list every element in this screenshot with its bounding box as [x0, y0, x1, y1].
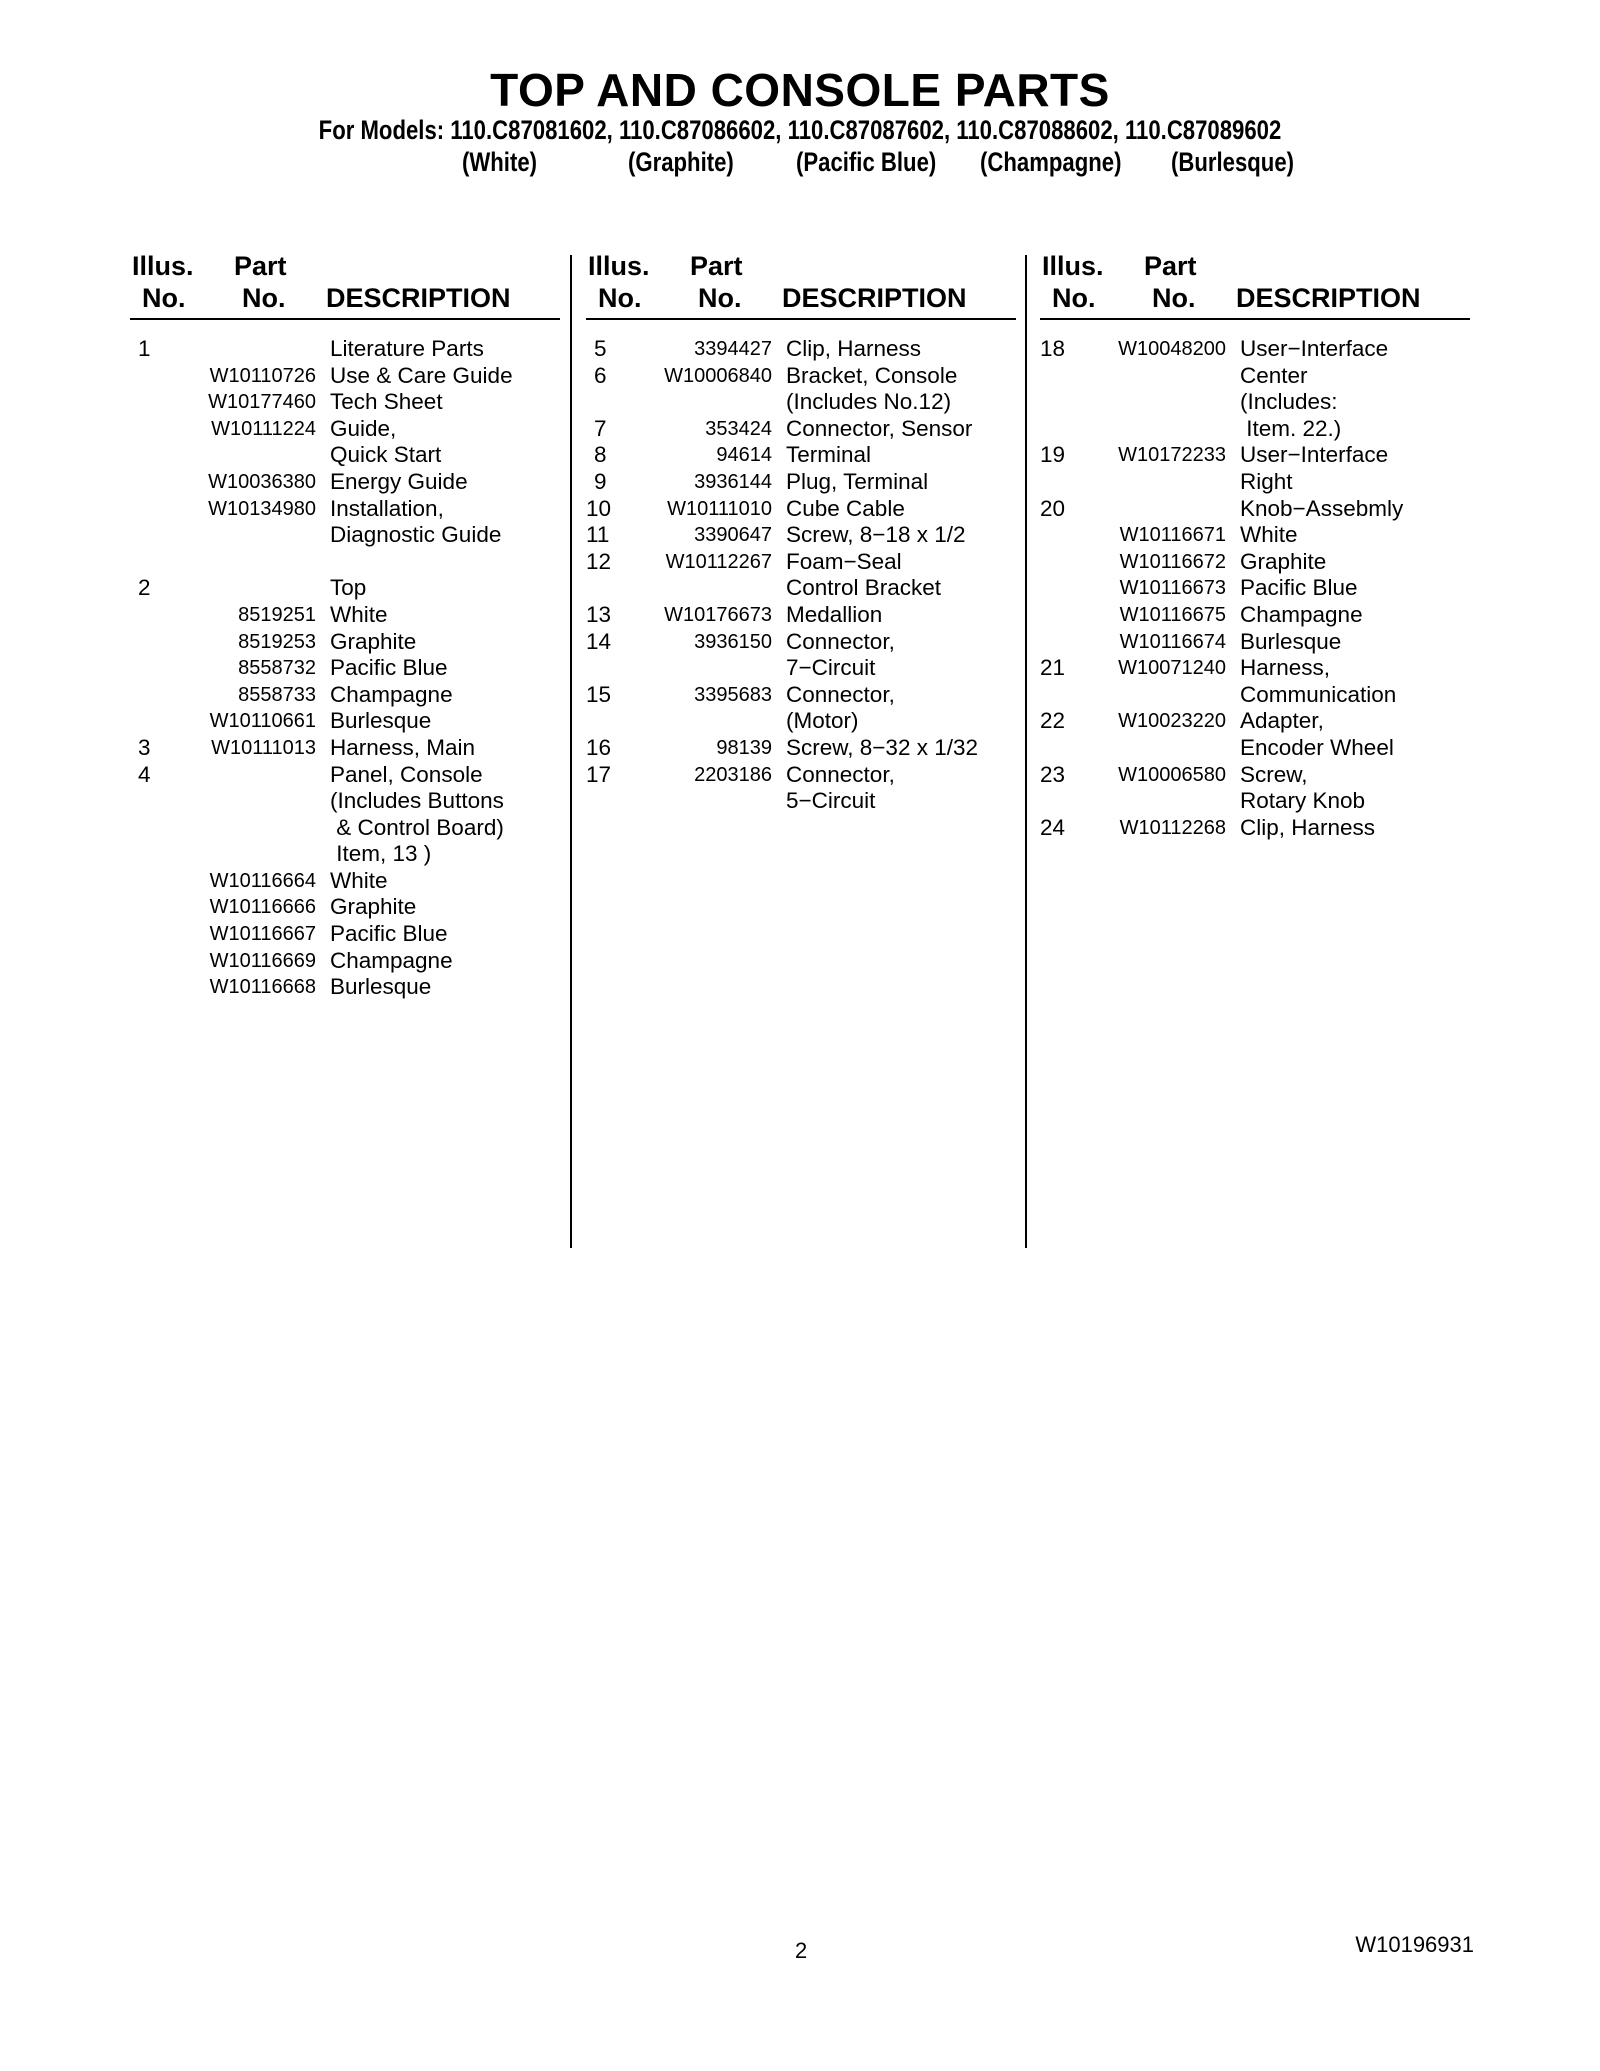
part-number: 3395683 [694, 683, 772, 706]
part-row [130, 575, 562, 602]
part-description: White [330, 601, 388, 627]
part-description: Item, 13 ) [330, 841, 432, 867]
part-row [130, 762, 562, 789]
part-description: Quick Start [330, 442, 442, 468]
model-color-graphite: (Graphite) [628, 147, 734, 177]
illus-number: 16 [586, 734, 612, 760]
parts-column-2 [586, 250, 1018, 1000]
illus-number: 19 [1040, 442, 1066, 468]
part-number: W10110661 [209, 710, 316, 733]
part-row [586, 363, 1018, 390]
illus-number: 2 [138, 575, 151, 601]
part-description: (Includes Buttons [330, 788, 504, 814]
part-row [1040, 815, 1472, 842]
illus-number: 20 [1040, 495, 1066, 521]
part-header-top: Part [690, 251, 743, 281]
illus-number: 5 [594, 336, 607, 361]
part-row [1040, 442, 1472, 469]
part-number: W10048200 [1118, 338, 1226, 360]
part-number: 94614 [716, 444, 772, 467]
part-row [1040, 655, 1472, 682]
part-description: Connector, Sensor [786, 415, 973, 441]
part-description: Plug, Terminal [786, 468, 929, 494]
part-description: Screw, 8−18 x 1/2 [786, 522, 966, 548]
model-color-champagne: (Champagne) [980, 147, 1122, 177]
part-row [130, 469, 562, 496]
part-row [586, 389, 1018, 416]
illus-number: 13 [586, 601, 612, 627]
part-number: W10006580 [1118, 763, 1226, 786]
part-description: Clip, Harness [786, 336, 922, 361]
part-number: 3394427 [694, 338, 772, 360]
illus-header-top: Illus. [588, 251, 650, 281]
part-row [586, 602, 1018, 629]
illus-number: 7 [594, 415, 607, 441]
part-row [1040, 496, 1472, 523]
part-row [586, 416, 1018, 443]
part-row [586, 682, 1018, 709]
part-description: Cube Cable [786, 495, 905, 521]
part-number: W10172233 [1118, 444, 1226, 467]
part-description: Terminal [786, 442, 872, 468]
part-row [586, 735, 1018, 762]
part-number: W10112267 [665, 550, 772, 573]
illus-header-bottom: No. [142, 283, 186, 313]
part-description: Right [1240, 468, 1293, 494]
part-number: W10116668 [209, 976, 316, 999]
illus-number: 15 [586, 681, 612, 707]
part-row [130, 735, 562, 762]
part-number: W10071240 [1118, 657, 1226, 680]
part-row [586, 442, 1018, 469]
part-description: Screw, 8−32 x 1/32 [786, 734, 978, 760]
part-description: Screw, [1240, 761, 1308, 787]
part-description: Graphite [330, 628, 417, 654]
part-row [130, 363, 562, 390]
part-number: W10112268 [1119, 816, 1226, 839]
part-number: W10116675 [1119, 603, 1226, 626]
part-description: Foam−Seal [786, 548, 902, 574]
illus-number: 14 [586, 628, 612, 654]
part-description: Center [1240, 362, 1308, 388]
part-description: Guide, [330, 415, 397, 441]
part-number: W10111224 [211, 417, 316, 440]
part-row [1040, 575, 1472, 602]
part-description: (Includes: [1240, 389, 1338, 415]
illus-number: 21 [1040, 655, 1066, 681]
part-description: Connector, [786, 681, 895, 707]
illus-number: 18 [1040, 336, 1066, 361]
illus-number: 17 [586, 761, 612, 787]
part-description: Use & Care Guide [330, 362, 513, 388]
part-description: 7−Circuit [786, 655, 876, 681]
part-header-top: Part [234, 251, 287, 281]
part-description: Clip, Harness [1240, 814, 1376, 840]
part-number: 8558732 [238, 657, 316, 680]
part-row [1040, 363, 1472, 390]
part-description: Champagne [330, 947, 453, 973]
part-description: Burlesque [1240, 628, 1342, 654]
part-row [130, 629, 562, 656]
part-row [1040, 416, 1472, 443]
part-row [1040, 788, 1472, 815]
part-row [586, 336, 1018, 363]
part-number: W10177460 [208, 391, 316, 414]
part-row [1040, 735, 1472, 762]
parts-list [130, 336, 562, 1001]
parts-column-1 [130, 250, 562, 1000]
part-description: (Includes No.12) [786, 389, 952, 415]
part-number: 3936144 [694, 470, 772, 493]
part-description: Communication [1240, 681, 1397, 707]
part-description: Champagne [1240, 601, 1363, 627]
part-description: Top [330, 575, 367, 601]
part-row [1040, 602, 1472, 629]
part-number: W10023220 [1118, 710, 1226, 733]
part-number: 98139 [716, 736, 772, 759]
part-number: W10116673 [1119, 577, 1226, 600]
part-description: White [1240, 522, 1298, 548]
part-row [1040, 549, 1472, 576]
illus-number: 1 [138, 336, 151, 361]
part-row [586, 655, 1018, 682]
description-header: DESCRIPTION [326, 283, 511, 313]
part-number: 8519253 [238, 630, 316, 653]
part-row [130, 894, 562, 921]
part-row [1040, 629, 1472, 656]
illus-number: 23 [1040, 761, 1066, 787]
part-header-bottom: No. [698, 283, 742, 313]
part-row [130, 522, 562, 549]
part-number: W10116666 [209, 896, 316, 919]
part-number: W10134980 [208, 497, 316, 520]
part-number: W10116671 [1119, 524, 1226, 547]
part-row [1040, 682, 1472, 709]
part-description: Champagne [330, 681, 453, 707]
part-row [130, 416, 562, 443]
part-row [130, 868, 562, 895]
page-number: 2 [795, 1938, 808, 1963]
part-description: White [330, 867, 388, 893]
part-row [586, 762, 1018, 789]
part-description: Medallion [786, 601, 883, 627]
illus-number: 24 [1040, 814, 1066, 840]
part-description: Literature Parts [330, 336, 484, 361]
part-description: Rotary Knob [1240, 788, 1366, 814]
part-header-top: Part [1144, 251, 1197, 281]
illus-header-top: Illus. [132, 251, 194, 281]
part-description: Pacific Blue [330, 655, 448, 681]
part-description: 5−Circuit [786, 788, 876, 814]
part-row [1040, 708, 1472, 735]
column-divider [1025, 255, 1027, 1248]
part-row [586, 496, 1018, 523]
part-row [586, 522, 1018, 549]
part-number: W10110726 [209, 364, 316, 387]
part-number: W10116669 [209, 949, 316, 972]
model-color-white: (White) [462, 147, 538, 177]
part-description: Encoder Wheel [1240, 734, 1394, 760]
part-description: Energy Guide [330, 468, 468, 494]
part-row [130, 442, 562, 469]
illus-number: 10 [586, 495, 612, 521]
part-row [130, 496, 562, 523]
part-row [1040, 389, 1472, 416]
part-description: & Control Board) [330, 814, 504, 840]
part-row [130, 948, 562, 975]
part-header-bottom: No. [242, 283, 286, 313]
part-number: W10006840 [664, 364, 772, 387]
part-description: Item. 22.) [1240, 415, 1342, 441]
part-row [1040, 336, 1472, 363]
part-number: 8558733 [238, 683, 316, 706]
part-row [130, 841, 562, 868]
illus-number: 11 [586, 522, 610, 548]
part-row [130, 389, 562, 416]
part-row [130, 708, 562, 735]
model-color-burlesque: (Burlesque) [1171, 147, 1295, 177]
description-header: DESCRIPTION [1236, 283, 1421, 313]
part-row [586, 708, 1018, 735]
part-number: W10116664 [209, 869, 316, 892]
part-description: Installation, [330, 495, 444, 521]
document-number: W10196931 [1355, 1932, 1474, 1957]
part-header-bottom: No. [1152, 283, 1196, 313]
part-number: 353424 [705, 417, 772, 440]
part-row [130, 549, 562, 576]
part-number: W10116674 [1119, 630, 1226, 653]
part-description: User−Interface [1240, 336, 1389, 361]
page-title: TOP AND CONSOLE PARTS [490, 64, 1110, 116]
models-line: For Models: 110.C87081602, 110.C87086602, 110.C87087602, 110.C87088602, 110.C87089602 [318, 115, 1282, 145]
part-description: Harness, [1240, 655, 1331, 681]
part-row [130, 682, 562, 709]
description-header: DESCRIPTION [782, 283, 967, 313]
header-rule [586, 318, 1016, 320]
illus-number: 12 [586, 548, 612, 574]
parts-list [1040, 336, 1472, 841]
part-number: W10111013 [211, 736, 316, 759]
part-description: Burlesque [330, 974, 432, 1000]
part-description: Bracket, Console [786, 362, 958, 388]
part-description: Harness, Main [330, 734, 476, 760]
part-row [1040, 469, 1472, 496]
part-description: User−Interface [1240, 442, 1389, 468]
header-rule [130, 318, 560, 320]
part-number: W10176673 [664, 603, 772, 626]
model-color-pacific-blue: (Pacific Blue) [796, 147, 937, 177]
illus-number: 6 [594, 362, 607, 388]
parts-list [586, 336, 1018, 815]
part-row [130, 655, 562, 682]
illus-number: 4 [138, 761, 151, 787]
header-rule [1040, 318, 1470, 320]
part-number: 2203186 [694, 763, 772, 786]
parts-column-3 [1040, 250, 1472, 1000]
part-number: 3936150 [694, 630, 772, 653]
part-description: Tech Sheet [330, 389, 443, 415]
part-description: Pacific Blue [1240, 575, 1358, 601]
part-description: Connector, [786, 761, 895, 787]
part-number: W10036380 [208, 470, 316, 493]
part-row [586, 469, 1018, 496]
part-row [130, 336, 562, 363]
part-number: W10116667 [209, 923, 316, 946]
part-description: Knob−Assebmly [1240, 495, 1404, 521]
part-number: W10116672 [1119, 550, 1226, 573]
part-description: Connector, [786, 628, 895, 654]
part-row [586, 788, 1018, 815]
part-row [130, 602, 562, 629]
part-row [1040, 522, 1472, 549]
part-description: Pacific Blue [330, 921, 448, 947]
part-row [586, 629, 1018, 656]
part-row [586, 549, 1018, 576]
illus-number: 22 [1040, 708, 1066, 734]
illus-header-bottom: No. [1052, 283, 1096, 313]
part-description: Adapter, [1240, 708, 1324, 734]
part-number: 8519251 [238, 603, 316, 626]
part-row [586, 575, 1018, 602]
illus-number: 9 [594, 468, 607, 494]
part-description: Control Bracket [786, 575, 942, 601]
illus-header-top: Illus. [1042, 251, 1104, 281]
part-description: Panel, Console [330, 761, 483, 787]
part-description: Graphite [1240, 548, 1327, 574]
illus-header-bottom: No. [598, 283, 642, 313]
column-divider [570, 255, 572, 1248]
illus-number: 8 [594, 442, 607, 468]
illus-number: 3 [138, 734, 151, 760]
part-description: (Motor) [786, 708, 859, 734]
part-description: Diagnostic Guide [330, 522, 502, 548]
part-row [130, 974, 562, 1001]
part-row [1040, 762, 1472, 789]
part-row [130, 788, 562, 815]
part-number: W10111010 [667, 497, 772, 520]
part-number: 3390647 [694, 524, 772, 547]
part-row [130, 815, 562, 842]
part-description: Burlesque [330, 708, 432, 734]
part-row [130, 921, 562, 948]
part-description: Graphite [330, 894, 417, 920]
